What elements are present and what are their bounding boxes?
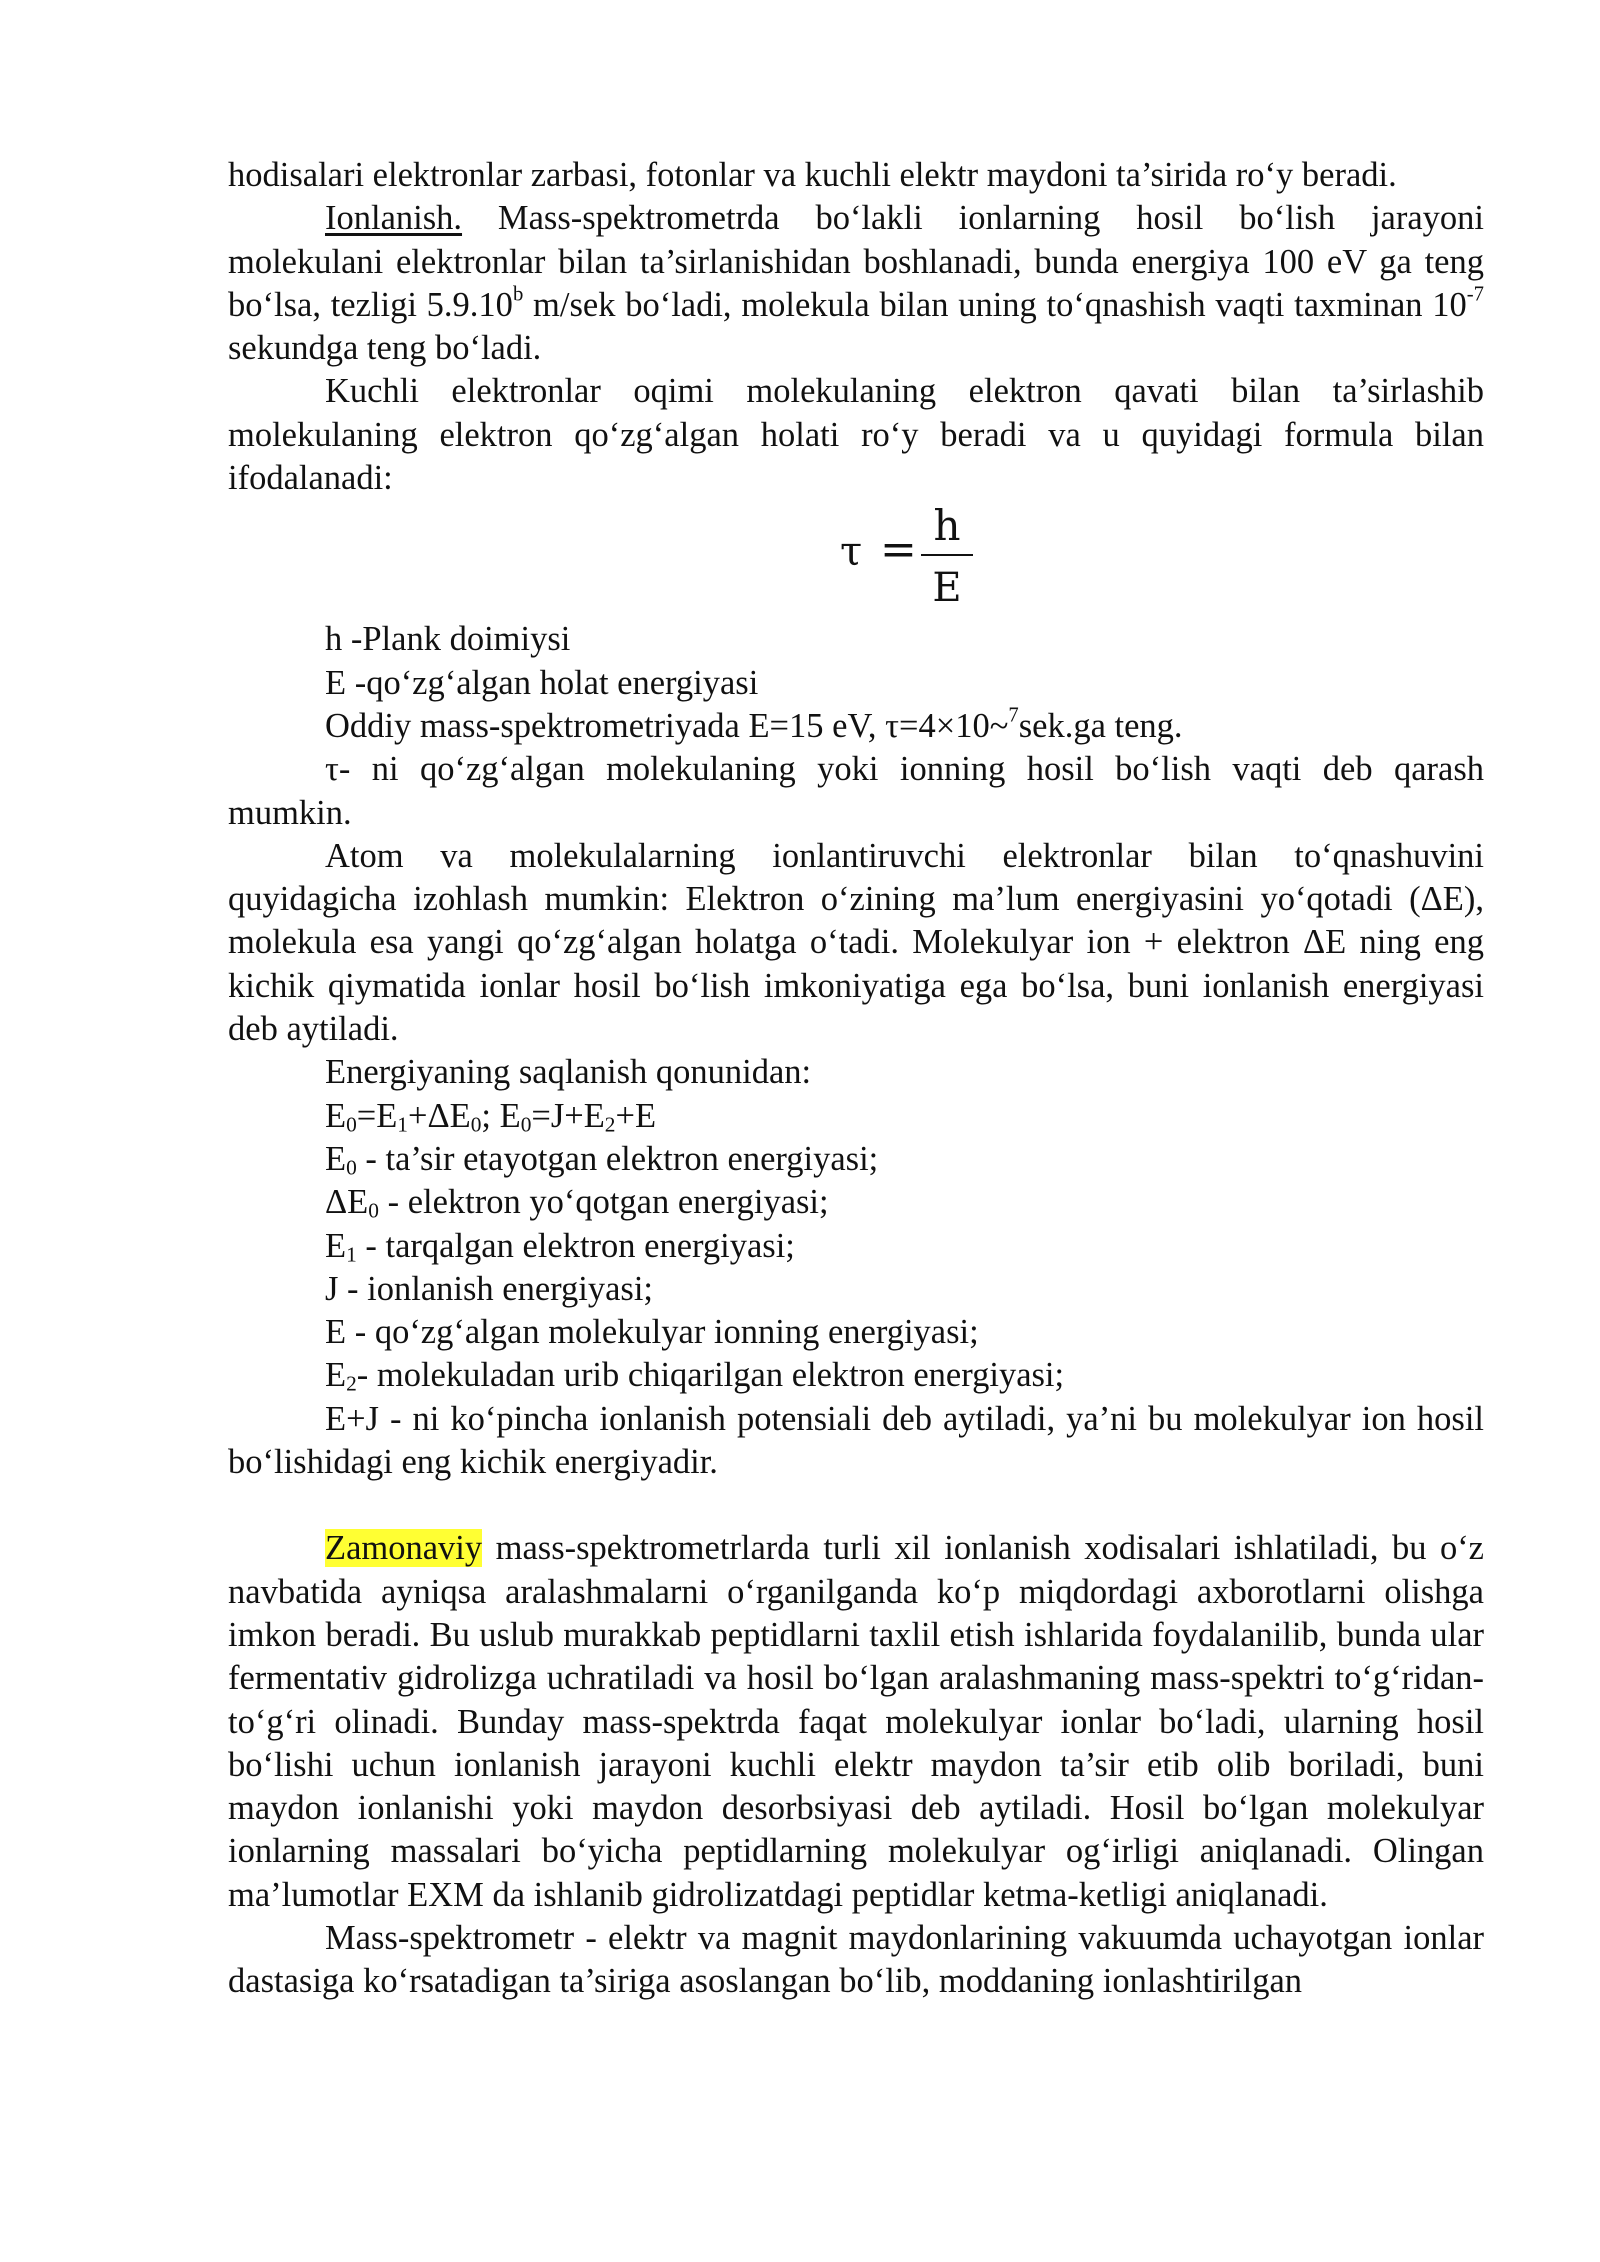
formula-equals: =: [880, 524, 917, 576]
highlighted-word: Zamonaviy: [325, 1529, 483, 1568]
paragraph-kuchli: Kuchli elektronlar oqimi molekulaning elektron qavati bilan ta’sirlashib molekulaning elektron qo‘zg‘algan holati ro‘y beradi va u quyidagi formula bilan ifodalanadi:: [228, 372, 1484, 498]
eq-part: ; E: [481, 1096, 521, 1135]
text-segment: Oddiy mass-spektrometriyada E=15 eV, τ=4×10~: [325, 706, 1009, 745]
text-segment: sek.ga teng.: [1018, 706, 1183, 745]
definition-text: - tarqalgan elektron energiyasi;: [356, 1226, 795, 1265]
subscript: 1: [346, 1241, 357, 1266]
text-segment: Mass-spektrometrda bo‘lakli ionlarning hosil bo‘lish jarayoni molekulani elektronlar bilan ta’sirlanishidan boshlanadi, bunda energiya 100 eV ga teng bo‘lsa, tezligi 5.9.10: [228, 199, 1484, 324]
subscript: 0: [346, 1111, 357, 1136]
formula-tau: [228, 500, 1484, 618]
subscript: 0: [346, 1155, 357, 1180]
subscript: 0: [520, 1111, 532, 1136]
eq-part: =J+E: [531, 1096, 605, 1135]
definition-h: h -Plank doimiysi: [325, 620, 571, 659]
paragraph-zamonaviy: [228, 1527, 1484, 1917]
eq-part: E: [325, 1096, 347, 1135]
definition-e0: [228, 1138, 1484, 1181]
paragraph-ionlanish: [228, 197, 1484, 370]
text-segment: m/sek bo‘ladi, molekula bilan uning to‘qnashish vaqti taxminan 10: [523, 285, 1467, 324]
formula-lhs: τ: [840, 529, 863, 576]
definition-e2: [228, 1354, 1484, 1397]
paragraph-tau: τ- ni qo‘zg‘algan molekulaning yoki ionning hosil bo‘lish vaqti deb qarash mumkin.: [228, 750, 1484, 832]
subscript: 1: [397, 1111, 408, 1136]
formula-fraction: [921, 500, 973, 614]
symbol: ΔE: [325, 1183, 369, 1222]
formula-numerator: h: [933, 501, 961, 551]
text-segment: mass-spektrometrlarda turli xil ionlanish xodisalari ishlatiladi, bu o‘z navbatida ayniqsa aralashmalarni o‘rganilganda ko‘p miqdordagi axborotlarni olishga imkon beradi. Bu uslub murakkab peptidlarni taxlil etish ishlarida foydalanilib, bunda ular fermentativ gidrolizga uchratiladi va hosil bo‘lgan aralashmaning mass-spektri to‘g‘ridan-to‘g‘ri olinadi. Bunday mass-spektrda faqat molekulyar ionlar bo‘ladi, ularning hosil bo‘lishi uchun ionlanish jarayoni kuchli elektr maydon ta’sir etib olib boriladi, buni maydon ionlanishi yoki maydon desorbsiyasi deb aytiladi. Hosil bo‘lgan molekulyar ionlarning massalari bo‘yicha peptidlarning molekulyar og‘irligi aniqlanadi. Olingan ma’lumotlar EXM da ishlanib gidrolizatdagi peptidlar ketma-ketligi aniqlanadi.: [228, 1529, 1484, 1914]
superscript: b: [512, 283, 524, 306]
definition-text: - ta’sir etayotgan elektron energiyasi;: [356, 1139, 879, 1178]
formula-denominator: E: [932, 565, 962, 612]
subscript: 0: [470, 1111, 482, 1136]
paragraph-gap: [228, 1484, 1484, 1527]
superscript: -7: [1466, 283, 1484, 306]
symbol: E: [325, 1226, 347, 1265]
definition-text: - elektron yo‘qotgan energiyasi;: [378, 1183, 829, 1222]
symbol: E: [325, 1356, 347, 1395]
symbol: E: [325, 1139, 347, 1178]
definition-text: - molekuladan urib chiqarilgan elektron energiyasi;: [356, 1356, 1065, 1395]
subscript: 2: [346, 1371, 357, 1396]
document-body: [228, 154, 1484, 2004]
paragraph-mass-spektrometr: Mass-spektrometr - elektr va magnit maydonlarining vakuumda uchayotgan ionlar dastasiga ko‘rsatadigan ta’siriga asoslangan bo‘lib, moddaning ionlashtirilgan: [228, 1918, 1484, 2001]
paragraph-intro: hodisalari elektronlar zarbasi, fotonlar va kuchli elektr maydoni ta’sirida ro‘y beradi.: [228, 156, 1397, 194]
paragraph-ej: E+J - ni ko‘pincha ionlanish potensiali deb aytiladi, ya’ni bu molekulyar ion hosil bo‘lishidagi eng kichik energiyadir.: [228, 1399, 1484, 1482]
superscript: 7: [1008, 704, 1019, 727]
subscript: 0: [368, 1198, 379, 1223]
eq-part: +E: [615, 1096, 657, 1135]
equation-line: [228, 1095, 1484, 1138]
line-energiya-qonun: Energiyaning saqlanish qonunidan:: [325, 1053, 812, 1092]
eq-part: +ΔE: [407, 1096, 471, 1135]
line-oddiy: [228, 705, 1484, 748]
definition-j: J - ionlanish energiyasi;: [325, 1269, 654, 1308]
definition-e: E -qo‘zg‘algan holat energiyasi: [325, 663, 759, 702]
subscript: 2: [604, 1111, 616, 1136]
fraction-bar: [921, 554, 973, 556]
definition-delta-e0: [228, 1181, 1484, 1224]
definition-e1: [228, 1225, 1484, 1268]
definition-e-ion: E - qo‘zg‘algan molekulyar ionning energiyasi;: [325, 1313, 979, 1352]
paragraph-atom: Atom va molekulalarning ionlantiruvchi elektronlar bilan to‘qnashuvini quyidagicha izohlash mumkin: Elektron o‘zining ma’lum energiyasini yo‘qotadi (ΔE), molekula esa yangi qo‘zg‘algan holatga o‘tadi. Molekulyar ion + elektron ΔE ning eng kichik qiymatida ionlar hosil bo‘lish imkoniyatiga ega bo‘lsa, buni ionlanish energiyasi deb aytiladi.: [228, 836, 1484, 1049]
section-heading-ionlanish: Ionlanish.: [325, 199, 463, 238]
eq-part: =E: [356, 1096, 398, 1135]
text-segment: sekundga teng bo‘ladi.: [228, 329, 542, 368]
